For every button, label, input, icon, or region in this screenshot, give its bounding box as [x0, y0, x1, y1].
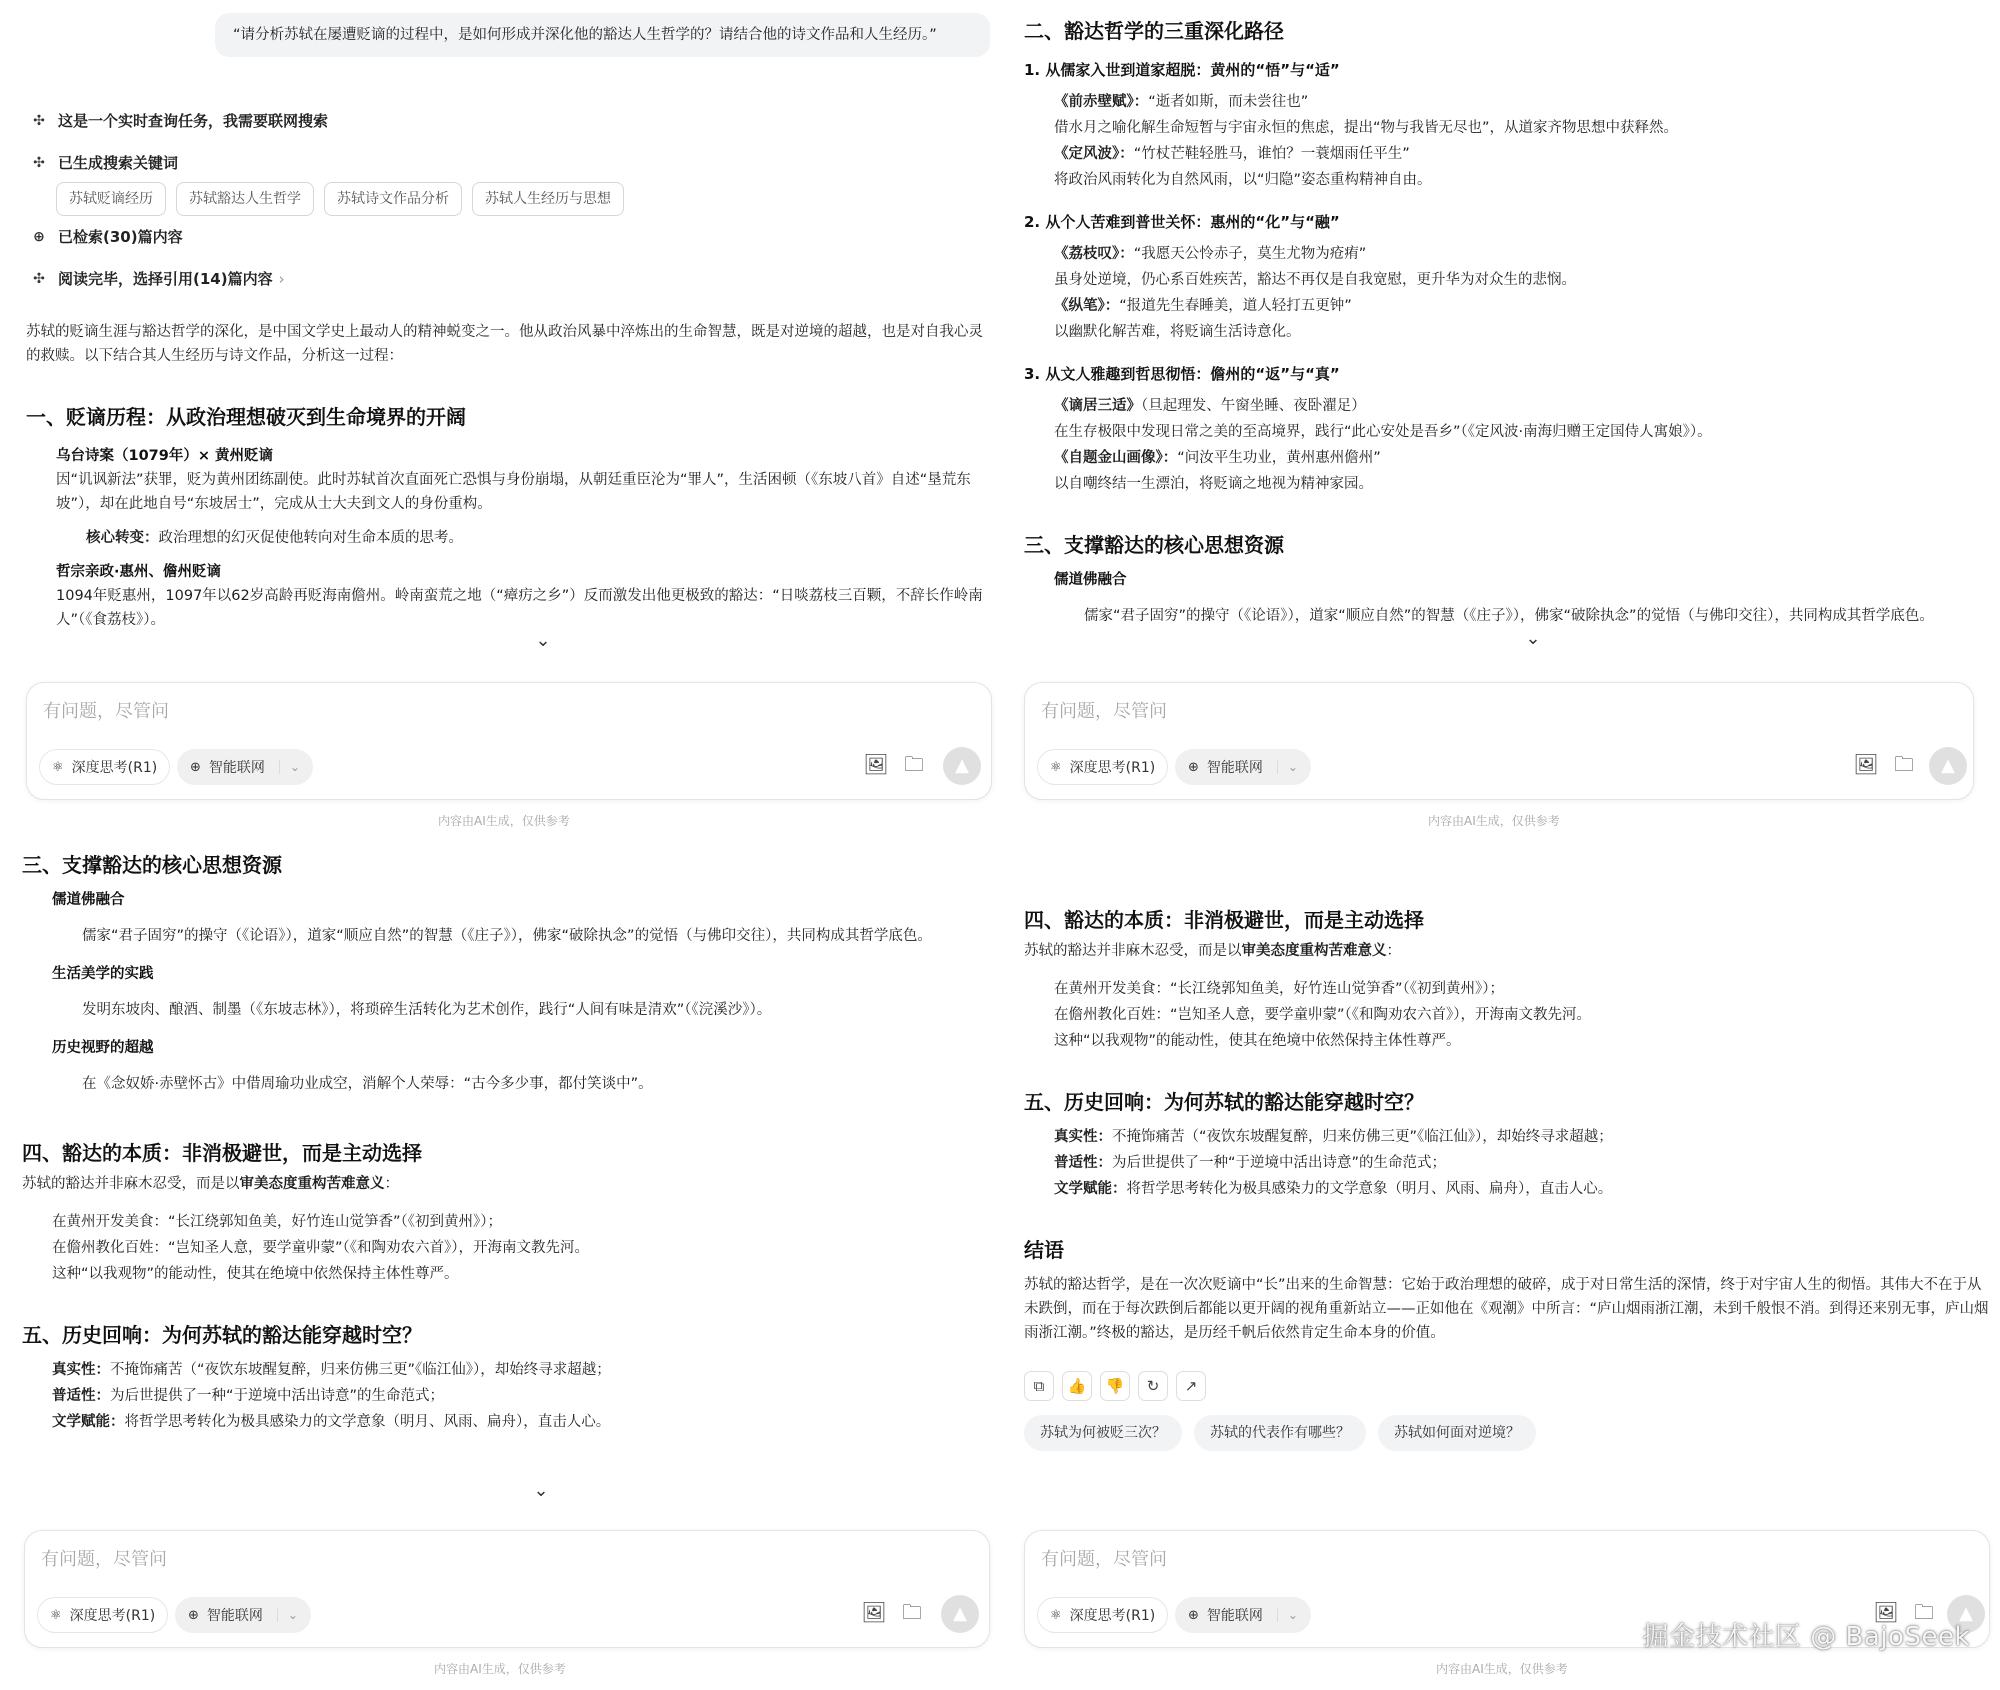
paragraph: 因“讥讽新法”获罪，贬为黄州团练副使。此时苏轼首次直面死亡恐惧与身份崩塌，从朝廷重臣沦为“罪人”，生活困顿（《东坡八首》自述“垦荒东坡”），却在此地自号“东坡居士”，完成从士大夫到文人的身份重构。 — [56, 472, 971, 512]
step-text: 这是一个实时查询任务，我需要联网搜索 — [58, 112, 329, 130]
subsection-title: 哲宗亲政·惠州、儋州贬谪 — [56, 564, 222, 580]
paragraph: 在生存极限中发现日常之美的至高境界，践行“此心安处是吾乡”（《定风波·南海归赠王定国侍人寓娘》）。 — [1054, 424, 1712, 440]
section-heading: 三、支撑豁达的核心思想资源 — [22, 853, 282, 877]
suggested-question[interactable]: 苏轼的代表作有哪些？ — [1194, 1415, 1366, 1451]
web-search-button[interactable] — [1175, 1597, 1311, 1633]
text: 将哲学思考转化为极具感染力的文学意象（明月、风雨、扁舟），直击人心。 — [124, 1414, 611, 1430]
regenerate-icon[interactable]: ↻ — [1138, 1371, 1168, 1401]
text: ： — [384, 1176, 399, 1192]
globe-icon: ⊕ — [1188, 1607, 1199, 1623]
label: 《定风波》： — [1054, 146, 1134, 162]
atom-icon: ⚛ — [52, 759, 64, 775]
image-upload-icon[interactable]: 🖼 — [861, 1600, 887, 1624]
conclusion-paragraph: 苏轼的豁达哲学，是在一次次贬谪中“长”出来的生命智慧：它始于政治理想的破碎，成于对日常生活的深情，终于对宇宙人生的彻悟。其伟大不在于从未跌倒，而在于每次跌倒后都能以更开阔的视角重新站立——正如他在《观潮》中所言：“庐山烟雨浙江潮，未到千般恨不消。到得还来别无事，庐山烟雨浙江潮。”终极的豁达，是历经千帆后依然肯定生命本身的价值。 — [1024, 1277, 1989, 1341]
text: ： — [1386, 943, 1401, 959]
list-item: 在黄州开发美食：“长江绕郭知鱼美，好竹连山觉笋香”（《初到黄州》）； — [52, 1214, 503, 1230]
keyword-chip[interactable]: 苏轼人生经历与思想 — [472, 182, 624, 216]
chevron-down-icon[interactable]: ⌄ — [1277, 1608, 1298, 1622]
label: 核心转变： — [86, 530, 159, 546]
core-change — [26, 526, 996, 550]
disclaimer: 内容由AI生成，仅供参考 — [1428, 814, 1560, 828]
text: “报道先生春睡美，道人轻打五更钟” — [1119, 298, 1352, 314]
thumbs-down-icon[interactable]: 👎 — [1100, 1371, 1130, 1401]
resource-title: 儒道佛融合 — [52, 892, 125, 908]
message-actions — [1024, 1371, 1994, 1401]
resource-title: 儒道佛融合 — [1054, 572, 1127, 588]
panel-bottom-right — [1000, 850, 2000, 1690]
text: 将哲学思考转化为极具感染力的文学意象（明月、风雨、扁舟），直击人心。 — [1126, 1181, 1613, 1197]
step-text: 已检索(30)篇内容 — [58, 228, 183, 246]
label: 《荔枝叹》： — [1054, 246, 1134, 262]
suggested-question[interactable]: 苏轼如何面对逆境？ — [1378, 1415, 1536, 1451]
label: 深度思考(R1) — [69, 1608, 156, 1624]
text: “竹杖芒鞋轻胜马，谁怕？一蓑烟雨任平生” — [1133, 146, 1410, 162]
atom-icon: ⚛ — [1050, 1607, 1062, 1623]
text: 苏轼的豁达并非麻木忍受，而是以 — [1024, 943, 1242, 959]
list-item — [1024, 1177, 1994, 1201]
web-search-button[interactable] — [177, 749, 313, 785]
share-icon[interactable]: ↗ — [1176, 1371, 1206, 1401]
atom-icon: ⚛ — [50, 1607, 62, 1623]
paragraph: 以幽默化解苦难，将贬谪生活诗意化。 — [1054, 324, 1301, 340]
folder-upload-icon[interactable]: 🗀 — [1894, 752, 1914, 776]
text: 苏轼的豁达并非麻木忍受，而是以 — [22, 1176, 240, 1192]
send-button[interactable]: ▲ — [943, 747, 981, 785]
work-quote — [1024, 294, 1994, 318]
atom-icon: ⚛ — [1050, 759, 1062, 775]
label: 深度思考(R1) — [1069, 1608, 1156, 1624]
chevron-right-icon: › — [278, 270, 285, 288]
work-quote — [1024, 446, 1994, 470]
disclaimer: 内容由AI生成，仅供参考 — [1436, 1662, 1568, 1676]
list-item — [22, 1358, 992, 1382]
work-quote — [1024, 242, 1994, 266]
send-button[interactable]: ▲ — [1929, 747, 1967, 785]
list-item — [1024, 1125, 1994, 1149]
image-upload-icon[interactable]: 🖼 — [1873, 1600, 1899, 1624]
label: 智能联网 — [1206, 760, 1263, 776]
emphasis: 审美态度重构苦难意义 — [1241, 943, 1387, 959]
label: 深度思考(R1) — [1069, 760, 1156, 776]
work-quote — [1024, 90, 1994, 114]
chat-input-placeholder[interactable]: 有问题，尽管问 — [1041, 1549, 1167, 1570]
label: 普适性： — [52, 1388, 110, 1404]
chat-input-placeholder[interactable]: 有问题，尽管问 — [41, 1549, 167, 1570]
folder-upload-icon[interactable]: 🗀 — [1914, 1600, 1934, 1624]
watermark: 掘金技术社区 @ BajoSeek — [1642, 1622, 1970, 1652]
web-search-button[interactable] — [175, 1597, 311, 1633]
paragraph — [1024, 939, 1994, 963]
label: 智能联网 — [1206, 1608, 1263, 1624]
globe-icon: ⊕ — [190, 759, 201, 775]
keyword-chips — [22, 182, 992, 216]
text: “问汝平生功业，黄州惠州儋州” — [1177, 450, 1381, 466]
text: 不掩饰痛苦（“夜饮东坡醒复醉，归来仿佛三更”《临江仙》），却始终寻求超越； — [1112, 1129, 1613, 1145]
deep-think-button[interactable] — [1037, 1597, 1168, 1633]
chevron-down-icon[interactable]: ⌄ — [277, 1608, 298, 1622]
send-button[interactable]: ▲ — [941, 1595, 979, 1633]
paragraph: 借水月之喻化解生命短暂与宇宙永恒的焦虑，提出“物与我皆无尽也”，从道家齐物思想中获释然。 — [1054, 120, 1679, 136]
user-query-bubble: “请分析苏轼在屡遭贬谪的过程中，是如何形成并深化他的豁达人生哲学的？请结合他的诗文作品和人生经历。” — [215, 13, 990, 57]
paragraph: 1094年贬惠州，1097年以62岁高龄再贬海南儋州。岭南蛮荒之地（“瘴疠之乡”）反而激发出他更极致的豁达：“日啖荔枝三百颗，不辞长作岭南人”（《食荔枝》）。 — [56, 588, 983, 628]
label: 智能联网 — [208, 760, 265, 776]
panel-top-left — [0, 0, 1000, 860]
section-heading: 三、支撑豁达的核心思想资源 — [1024, 533, 1284, 557]
keyword-chip[interactable]: 苏轼豁达人生哲学 — [176, 182, 314, 216]
deep-think-button[interactable] — [1037, 749, 1168, 785]
work-quote — [1024, 142, 1994, 166]
subsection-title: 3. 从文人雅趣到哲思彻悟：儋州的“返”与“真” — [1024, 365, 1340, 383]
image-upload-icon[interactable]: 🖼 — [863, 752, 889, 776]
label: 《前赤壁赋》： — [1054, 94, 1149, 110]
step-realtime — [22, 108, 992, 134]
label: 普适性： — [1054, 1155, 1112, 1171]
chat-input-box[interactable] — [1024, 682, 1974, 800]
keyword-chip[interactable]: 苏轼诗文作品分析 — [324, 182, 462, 216]
copy-icon[interactable]: ⧉ — [1024, 1371, 1054, 1401]
list-item — [1024, 1151, 1994, 1175]
sparkle-icon: ✣ — [33, 271, 45, 287]
list-item — [22, 1384, 992, 1408]
subsection-title: 2. 从个人苦难到普世关怀：惠州的“化”与“融” — [1024, 213, 1340, 231]
deep-think-button[interactable] — [39, 749, 170, 785]
label: 真实性： — [52, 1362, 110, 1378]
list-item: 这种“以我观物”的能动性，使其在绝境中依然保持主体性尊严。 — [52, 1266, 459, 1282]
chat-input-placeholder[interactable]: 有问题，尽管问 — [1041, 701, 1167, 722]
text: （旦起理发、午窗坐睡、夜卧濯足） — [1141, 398, 1366, 414]
text: “我愿天公怜赤子，莫生尤物为疮痏” — [1133, 246, 1367, 262]
chevron-down-icon[interactable]: ⌄ — [1525, 628, 1541, 649]
paragraph: 发明东坡肉、酿酒、制墨（《东坡志林》），将琐碎生活转化为艺术创作，践行“人间有味是清欢”（《浣溪沙》）。 — [82, 1002, 772, 1018]
list-item: 这种“以我观物”的能动性，使其在绝境中依然保持主体性尊严。 — [1054, 1033, 1461, 1049]
label: 深度思考(R1) — [71, 760, 158, 776]
label: 智能联网 — [206, 1608, 263, 1624]
subsection-title: 乌台诗案（1079年）× 黄州贬谪 — [56, 448, 274, 464]
disclaimer: 内容由AI生成，仅供参考 — [434, 1662, 566, 1676]
chat-input-placeholder[interactable]: 有问题，尽管问 — [43, 701, 169, 722]
label: 《自题金山画像》： — [1054, 450, 1178, 466]
section-heading: 四、豁达的本质：非消极避世，而是主动选择 — [22, 1141, 422, 1165]
folder-upload-icon[interactable]: 🗀 — [902, 1600, 922, 1624]
step-retrieved — [22, 224, 992, 250]
paragraph: 以自嘲终结一生漂泊，将贬谪之地视为精神家园。 — [1054, 476, 1373, 492]
chevron-down-icon[interactable]: ⌄ — [533, 1480, 549, 1501]
section-heading: 四、豁达的本质：非消极避世，而是主动选择 — [1024, 908, 1424, 932]
list-item: 在儋州教化百姓：“岂知圣人意，要学童丱蒙”（《和陶劝农六首》），开海南文教先河。 — [1054, 1007, 1592, 1023]
text: 为后世提供了一种“于逆境中活出诗意”的生命范式； — [110, 1388, 445, 1404]
resource-title: 生活美学的实践 — [52, 966, 154, 982]
paragraph: 将政治风雨转化为自然风雨，以“归隐”姿态重构精神自由。 — [1054, 172, 1432, 188]
section-heading: 一、贬谪历程：从政治理想破灭到生命境界的开阔 — [26, 405, 466, 429]
sparkle-icon: ✣ — [33, 113, 45, 129]
text: 不掩饰痛苦（“夜饮东坡醒复醉，归来仿佛三更”《临江仙》），却始终寻求超越； — [110, 1362, 611, 1378]
label: 文学赋能： — [1054, 1181, 1127, 1197]
image-upload-icon[interactable]: 🖼 — [1853, 752, 1879, 776]
thumbs-up-icon[interactable]: 👍 — [1062, 1371, 1092, 1401]
label: 真实性： — [1054, 1129, 1112, 1145]
subsection-title: 1. 从儒家入世到道家超脱：黄州的“悟”与“适” — [1024, 61, 1340, 79]
globe-icon: ⊕ — [1188, 759, 1199, 775]
sparkle-icon: ✣ — [33, 155, 45, 171]
conclusion-heading: 结语 — [1024, 1238, 1064, 1262]
text: “逝者如斯，而未尝往也” — [1148, 94, 1309, 110]
resource-title: 历史视野的超越 — [52, 1040, 154, 1056]
section-heading: 五、历史回响：为何苏轼的豁达能穿越时空？ — [22, 1323, 422, 1347]
suggested-questions — [1024, 1415, 1994, 1451]
paragraph: 儒家“君子固穷”的操守（《论语》），道家“顺应自然”的智慧（《庄子》），佛家“破除执念”的觉悟（与佛印交往），共同构成其哲学底色。 — [1084, 608, 1934, 624]
send-button[interactable]: ▲ — [1947, 1595, 1985, 1633]
section-heading: 五、历史回响：为何苏轼的豁达能穿越时空？ — [1024, 1090, 1424, 1114]
label: 《纵笔》： — [1054, 298, 1120, 314]
disclaimer: 内容由AI生成，仅供参考 — [438, 814, 570, 828]
paragraph: 虽身处逆境，仍心系百姓疾苦，豁达不再仅是自我宽慰，更升华为对众生的悲悯。 — [1054, 272, 1576, 288]
step-keywords — [22, 150, 992, 176]
list-item — [22, 1410, 992, 1434]
text: 为后世提供了一种“于逆境中活出诗意”的生命范式； — [1112, 1155, 1447, 1171]
deep-think-button[interactable] — [37, 1597, 168, 1633]
work-quote — [1024, 394, 1994, 418]
paragraph: 儒家“君子固穷”的操守（《论语》），道家“顺应自然”的智慧（《庄子》），佛家“破除执念”的觉悟（与佛印交往），共同构成其哲学底色。 — [82, 928, 932, 944]
label: 《谪居三适》 — [1054, 398, 1141, 414]
globe-icon: ⊕ — [188, 1607, 199, 1623]
step-text: 阅读完毕，选择引用(14)篇内容 — [58, 270, 273, 288]
paragraph: 在《念奴娇·赤壁怀古》中借周瑜功业成空，消解个人荣辱：“古今多少事，都付笑谈中”。 — [82, 1076, 653, 1092]
chevron-down-icon[interactable]: ⌄ — [535, 630, 551, 651]
chevron-down-icon[interactable]: ⌄ — [279, 760, 300, 774]
paragraph — [22, 1172, 992, 1196]
chat-input-box[interactable] — [24, 1530, 990, 1648]
step-read-complete[interactable] — [22, 266, 992, 292]
panel-top-right — [1000, 0, 2000, 860]
text: 政治理想的幻灭促使他转向对生命本质的思考。 — [158, 530, 463, 546]
web-search-button[interactable] — [1175, 749, 1311, 785]
folder-upload-icon[interactable]: 🗀 — [904, 752, 924, 776]
label: 文学赋能： — [52, 1414, 125, 1430]
section-heading: 二、豁达哲学的三重深化路径 — [1024, 19, 1284, 43]
list-item: 在黄州开发美食：“长江绕郭知鱼美，好竹连山觉笋香”（《初到黄州》）； — [1054, 981, 1505, 997]
step-text: 已生成搜索关键词 — [58, 154, 179, 172]
intro-paragraph: 苏轼的贬谪生涯与豁达哲学的深化，是中国文学史上最动人的精神蜕变之一。他从政治风暴中淬炼出的生命智慧，既是对逆境的超越，也是对自我心灵的救赎。以下结合其人生经历与诗文作品，分析这一过程： — [26, 324, 983, 364]
panel-bottom-left — [0, 850, 1000, 1690]
chat-input-box[interactable] — [26, 682, 992, 800]
emphasis: 审美态度重构苦难意义 — [239, 1176, 385, 1192]
list-item: 在儋州教化百姓：“岂知圣人意，要学童丱蒙”（《和陶劝农六首》），开海南文教先河。 — [52, 1240, 590, 1256]
keyword-chip[interactable]: 苏轼贬谪经历 — [56, 182, 166, 216]
globe-icon: ⊕ — [33, 229, 45, 245]
chevron-down-icon[interactable]: ⌄ — [1277, 760, 1298, 774]
suggested-question[interactable]: 苏轼为何被贬三次？ — [1024, 1415, 1182, 1451]
